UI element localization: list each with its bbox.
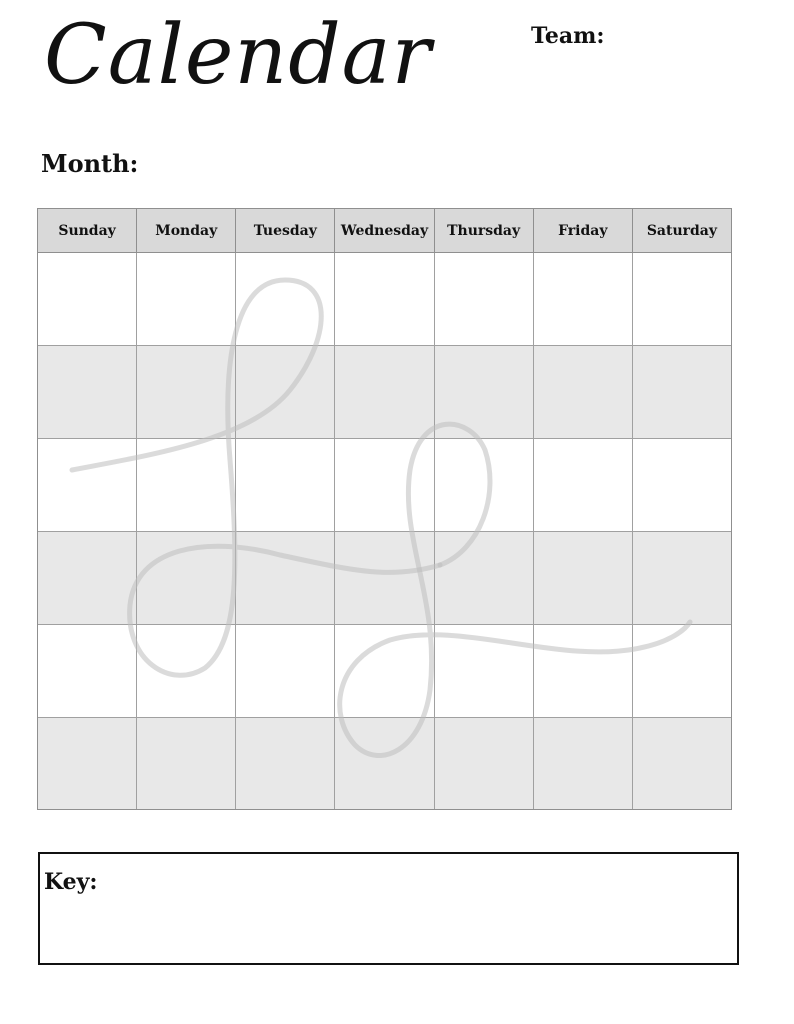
team-label: Team: bbox=[531, 23, 605, 49]
day-cell[interactable] bbox=[335, 718, 434, 809]
week-row bbox=[38, 439, 731, 532]
weekday-header-monday: Monday bbox=[137, 209, 236, 253]
month-label: Month: bbox=[41, 149, 139, 178]
day-cell[interactable] bbox=[236, 346, 335, 439]
day-cell[interactable] bbox=[435, 439, 534, 532]
day-cell[interactable] bbox=[38, 253, 137, 346]
day-cell[interactable] bbox=[137, 718, 236, 809]
day-cell[interactable] bbox=[633, 532, 731, 625]
day-cell[interactable] bbox=[534, 439, 633, 532]
day-cell[interactable] bbox=[335, 346, 434, 439]
day-cell[interactable] bbox=[335, 439, 434, 532]
page-title: Calendar bbox=[44, 8, 432, 103]
day-cell[interactable] bbox=[435, 253, 534, 346]
calendar-grid bbox=[37, 208, 732, 810]
day-cell[interactable] bbox=[435, 718, 534, 809]
day-cell[interactable] bbox=[335, 253, 434, 346]
day-cell[interactable] bbox=[633, 439, 731, 532]
day-cell[interactable] bbox=[633, 718, 731, 809]
weekday-header-row bbox=[38, 209, 731, 253]
key-label: Key: bbox=[44, 869, 98, 895]
weekday-header-friday: Friday bbox=[534, 209, 633, 253]
day-cell[interactable] bbox=[534, 625, 633, 718]
day-cell[interactable] bbox=[435, 532, 534, 625]
weekday-header-saturday: Saturday bbox=[633, 209, 731, 253]
day-cell[interactable] bbox=[534, 532, 633, 625]
weekday-header-thursday: Thursday bbox=[435, 209, 534, 253]
day-cell[interactable] bbox=[236, 253, 335, 346]
day-cell[interactable] bbox=[534, 346, 633, 439]
week-row bbox=[38, 346, 731, 439]
day-cell[interactable] bbox=[38, 532, 137, 625]
day-cell[interactable] bbox=[38, 718, 137, 809]
week-rows bbox=[38, 253, 731, 809]
day-cell[interactable] bbox=[137, 532, 236, 625]
week-row bbox=[38, 253, 731, 346]
day-cell[interactable] bbox=[335, 625, 434, 718]
day-cell[interactable] bbox=[534, 718, 633, 809]
day-cell[interactable] bbox=[137, 253, 236, 346]
day-cell[interactable] bbox=[236, 439, 335, 532]
day-cell[interactable] bbox=[435, 625, 534, 718]
day-cell[interactable] bbox=[633, 253, 731, 346]
weekday-header-sunday: Sunday bbox=[38, 209, 137, 253]
week-row bbox=[38, 532, 731, 625]
key-box[interactable] bbox=[38, 852, 739, 965]
day-cell[interactable] bbox=[38, 439, 137, 532]
day-cell[interactable] bbox=[435, 346, 534, 439]
weekday-header-tuesday: Tuesday bbox=[236, 209, 335, 253]
day-cell[interactable] bbox=[534, 253, 633, 346]
day-cell[interactable] bbox=[137, 625, 236, 718]
day-cell[interactable] bbox=[335, 532, 434, 625]
day-cell[interactable] bbox=[38, 625, 137, 718]
day-cell[interactable] bbox=[236, 718, 335, 809]
day-cell[interactable] bbox=[236, 625, 335, 718]
week-row bbox=[38, 625, 731, 718]
weekday-header-wednesday: Wednesday bbox=[335, 209, 434, 253]
day-cell[interactable] bbox=[137, 346, 236, 439]
day-cell[interactable] bbox=[137, 439, 236, 532]
week-row bbox=[38, 718, 731, 809]
day-cell[interactable] bbox=[633, 346, 731, 439]
day-cell[interactable] bbox=[38, 346, 137, 439]
day-cell[interactable] bbox=[236, 532, 335, 625]
day-cell[interactable] bbox=[633, 625, 731, 718]
